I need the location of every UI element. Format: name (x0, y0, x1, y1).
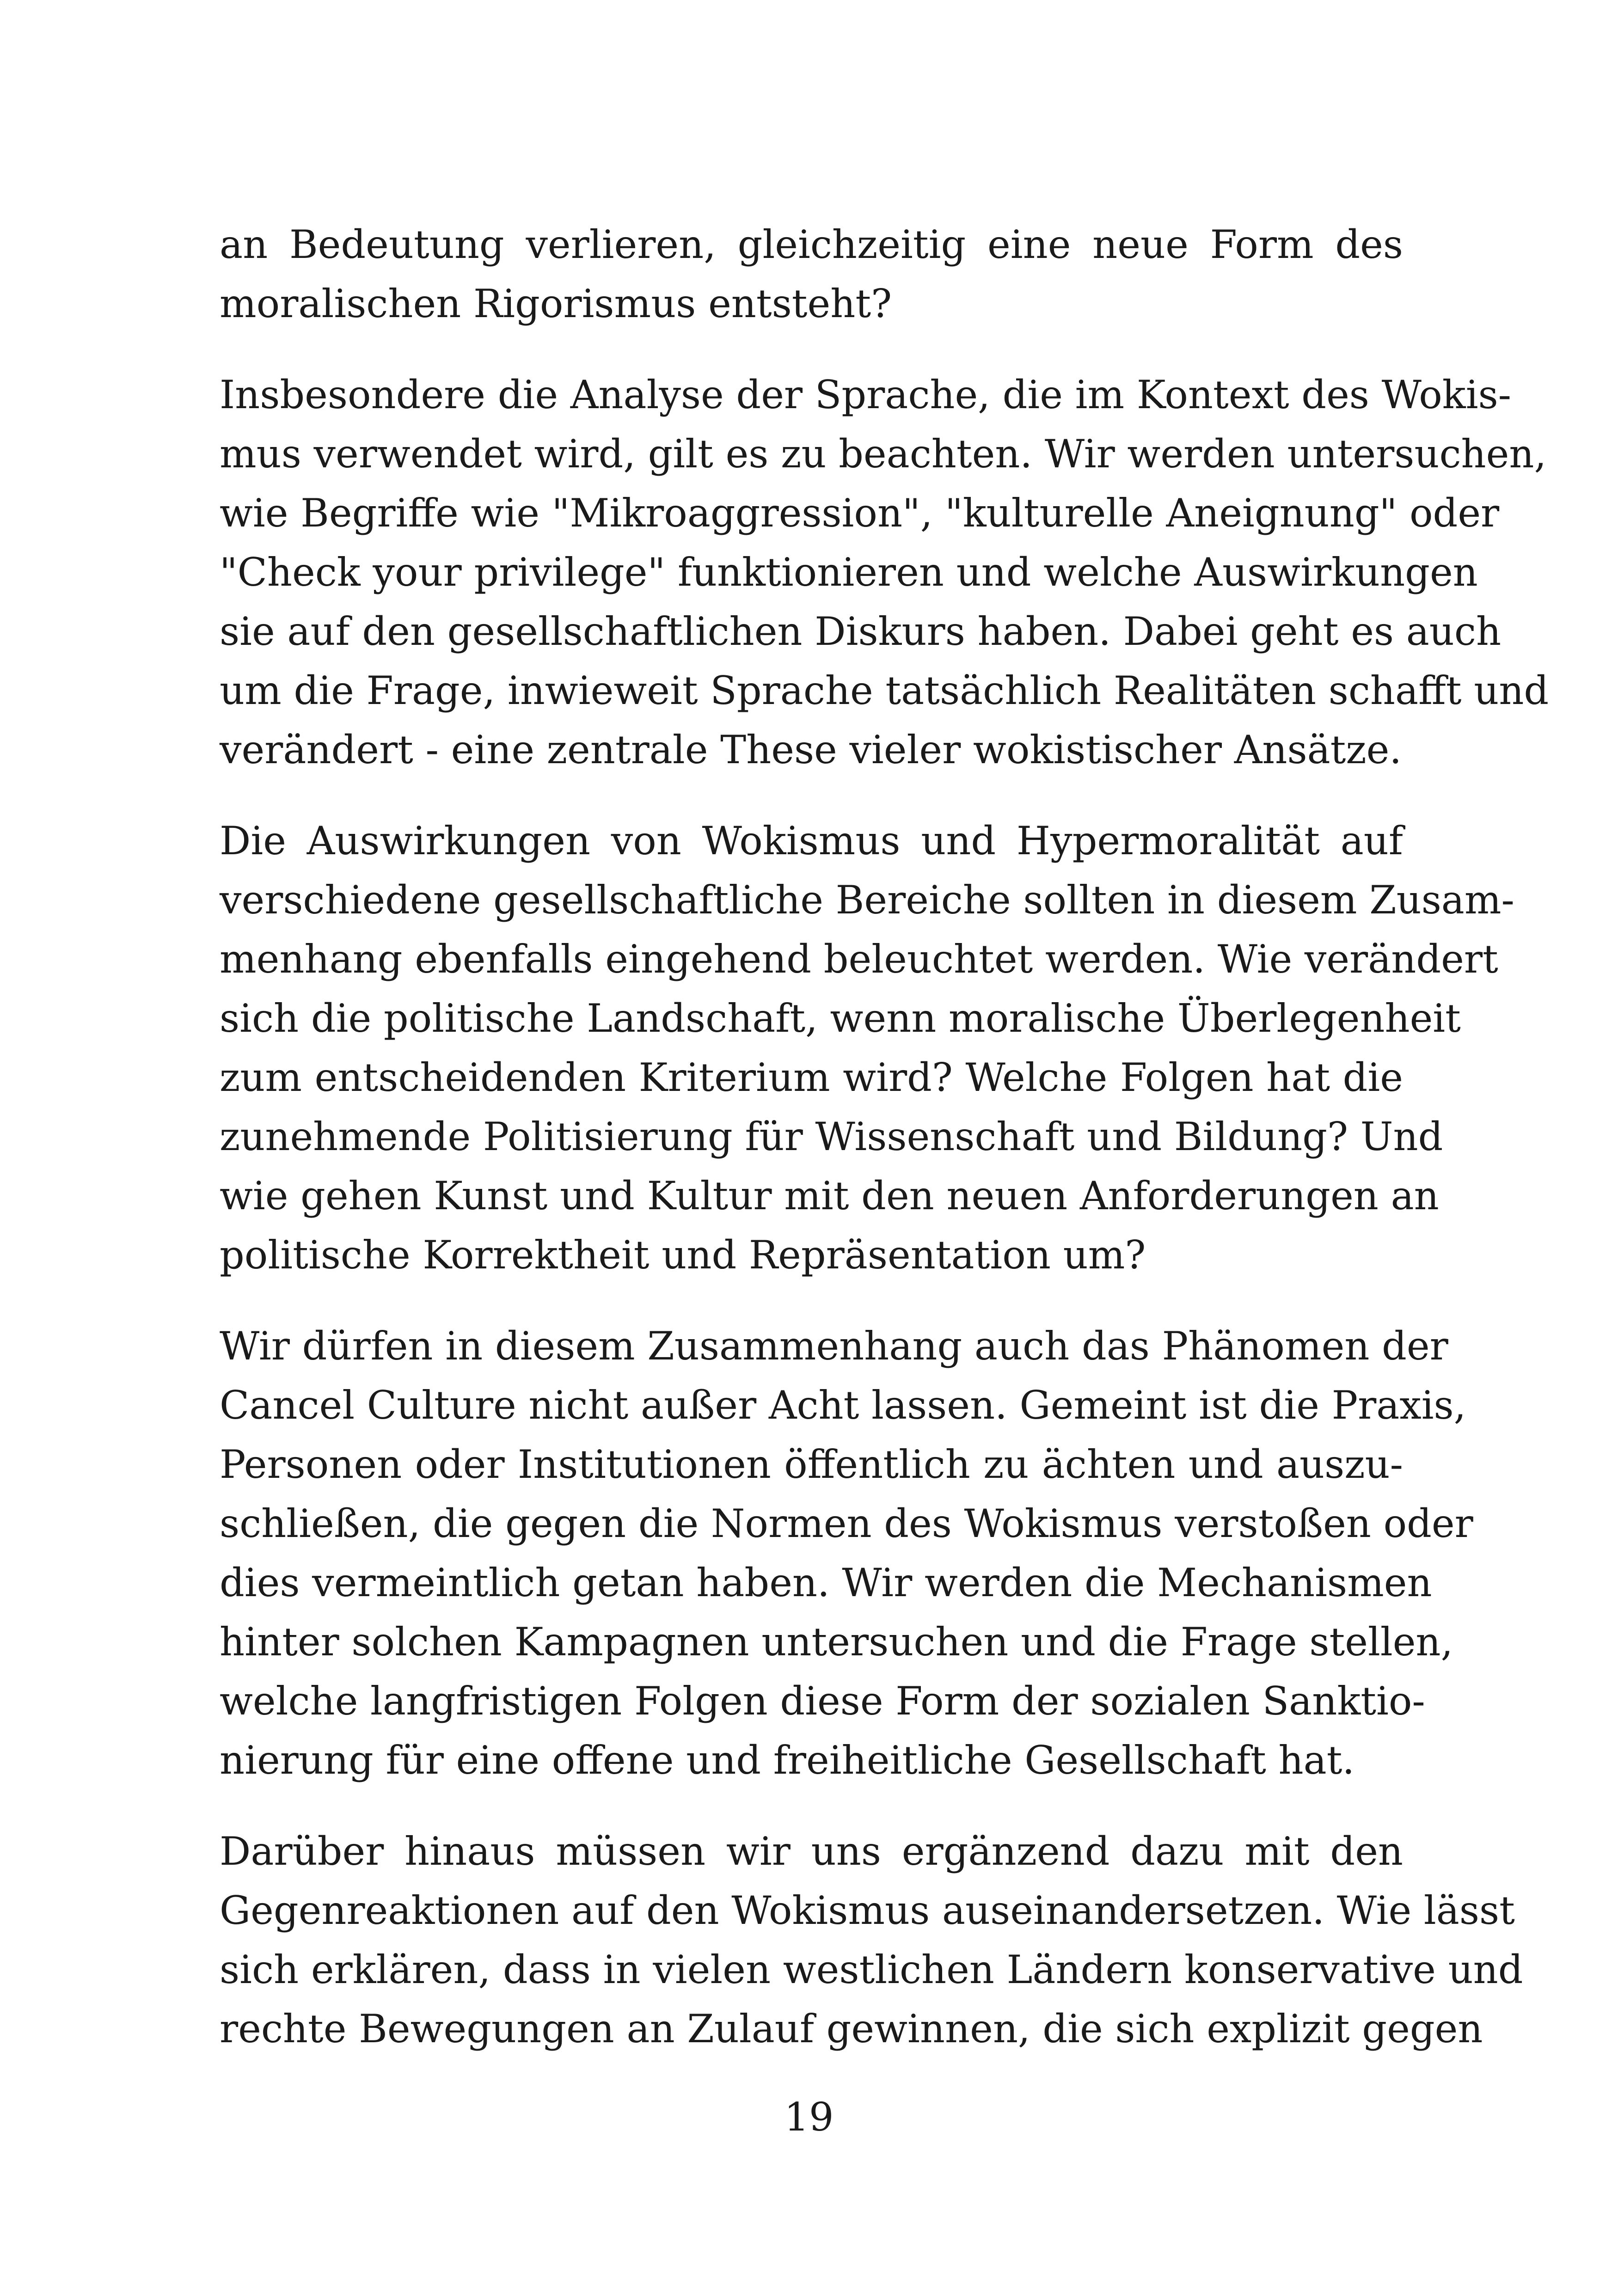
text-line: moralischen Rigorismus entsteht? (220, 281, 892, 326)
text-line: sich die politische Landschaft, wenn moralische Überlegenheit (220, 996, 1461, 1041)
paragraph (220, 215, 1403, 333)
text-line: an Bedeutung verlieren, gleichzeitig eine neue Form des (220, 222, 1403, 267)
text-line: wie gehen Kunst und Kultur mit den neuen Anforderungen an (220, 1173, 1439, 1218)
text-line: um die Frage, inwieweit Sprache tatsächlich Realitäten schafft und (220, 668, 1549, 713)
text-line: mus verwendet wird, gilt es zu beachten. Wir werden untersuchen, (220, 431, 1547, 477)
text-line: zum entscheidenden Kriterium wird? Welche Folgen hat die (220, 1055, 1403, 1100)
text-line: Insbesondere die Analyse der Sprache, die im Kontext des Wokis- (220, 372, 1512, 417)
text-line: wie Begriffe wie "Mikroaggression", "kulturelle Aneignung" oder (220, 490, 1500, 536)
text-line: "Check your privilege" funktionieren und welche Auswirkungen (220, 550, 1478, 595)
text-line: menhang ebenfalls eingehend beleuchtet werden. Wie verändert (220, 937, 1498, 982)
text-line: Die Auswirkungen von Wokismus und Hypermoralität auf (220, 818, 1403, 863)
text-line: Personen oder Institutionen öffentlich zu ächten und auszu- (220, 1442, 1403, 1487)
text-line: Darüber hinaus müssen wir uns ergänzend dazu mit den (220, 1829, 1403, 1874)
text-line: nierung für eine offene und freiheitliche Gesellschaft hat. (220, 1738, 1355, 1783)
text-line: sie auf den gesellschaftlichen Diskurs haben. Dabei geht es auch (220, 609, 1502, 654)
text-line: hinter solchen Kampagnen untersuchen und die Frage stellen, (220, 1619, 1453, 1665)
body-text (220, 215, 1549, 2090)
text-line: rechte Bewegungen an Zulauf gewinnen, die sich explizit gegen (220, 2006, 1483, 2051)
text-line: Cancel Culture nicht außer Acht lassen. Gemeint ist die Praxis, (220, 1383, 1466, 1428)
text-line: schließen, die gegen die Normen des Wokismus verstoßen oder (220, 1501, 1473, 1546)
paragraph (220, 1316, 1473, 1790)
text-line: welche langfristigen Folgen diese Form der sozialen Sanktio- (220, 1678, 1425, 1724)
text-line: verändert - eine zentrale These vieler wokistischer Ansätze. (220, 727, 1402, 772)
text-line: Gegenreaktionen auf den Wokismus auseinandersetzen. Wie lässt (220, 1888, 1515, 1933)
paragraph (220, 811, 1514, 1285)
text-line: zunehmende Politisierung für Wissenschaft und Bildung? Und (220, 1114, 1443, 1159)
page-number: 19 (784, 2094, 834, 2140)
text-line: politische Korrektheit und Repräsentation um? (220, 1232, 1146, 1278)
paragraph (220, 1822, 1523, 2058)
text-line: verschiedene gesellschaftliche Bereiche sollten in diesem Zusam- (220, 877, 1514, 923)
text-line: Wir dürfen in diesem Zusammenhang auch das Phänomen der (220, 1323, 1448, 1369)
text-line: sich erklären, dass in vielen westlichen Ländern konservative und (220, 1947, 1523, 1992)
paragraph (220, 365, 1549, 779)
text-line: dies vermeintlich getan haben. Wir werden die Mechanismen (220, 1560, 1432, 1605)
